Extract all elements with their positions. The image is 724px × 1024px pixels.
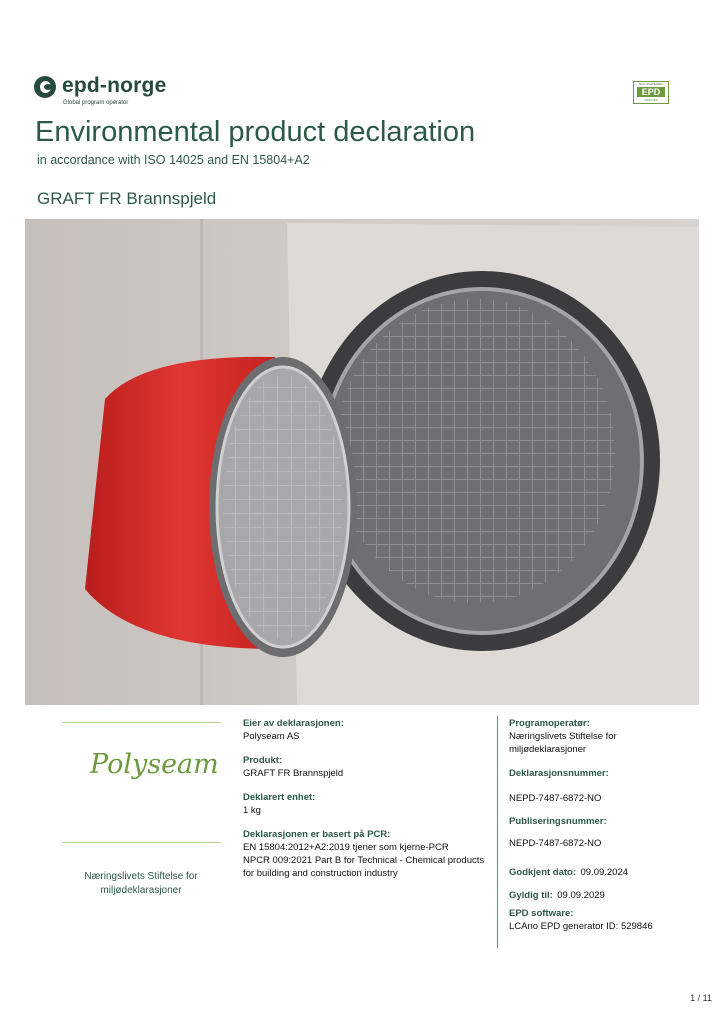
page-title: Environmental product declaration [35,116,476,148]
declared-unit-label: Deklarert enhet: [243,792,316,803]
divider-top [62,722,221,723]
logo-text: epd-norge [62,74,167,97]
product-value: GRAFT FR Brannspjeld [243,768,344,779]
product-photo [25,219,699,705]
program-operator-line-2: miljødeklarasjoner [509,744,587,755]
approved-date-value: 09.09.2024 [580,867,629,878]
divider-bottom [62,842,221,843]
column-divider [497,716,498,948]
badge-epd-text: EPD [637,87,665,97]
polyseam-logo: Polyseam [90,749,219,780]
declaration-number-label: Deklarasjonsnummer: [509,768,609,779]
publication-number-value: NEPD-7487-6872-NO [509,838,602,849]
pcr-label: Deklarasjonen er basert på PCR: [243,829,391,840]
pcr-line-1: EN 15804:2012+A2:2019 tjener som kjerne-PCR [243,842,449,853]
page-subtitle: in accordance with ISO 14025 and EN 15804+A2 [37,153,310,167]
epd-norge-mark-icon [34,76,56,98]
badge-top-text: ECO PLATFORM [639,82,663,86]
valid-until-label: Gyldig til: [509,890,553,901]
logo-subtitle: Global program operator [63,100,129,106]
pcr-line-2: NPCR 009:2021 Part B for Technical - Chemical products [243,855,485,866]
epd-software-value: LCAno EPD generator ID: 529846 [509,921,653,932]
product-label: Produkt: [243,755,283,766]
operator-footer-text: Næringslivets Stiftelse for miljødeklarasjoner [84,871,198,896]
program-operator-line-1: Næringslivets Stiftelse for [509,731,617,742]
badge-bottom-text: VERIFIED [644,98,658,102]
declaration-number-value: NEPD-7487-6872-NO [509,793,602,804]
valid-until-value: 09.09.2029 [557,890,605,901]
pcr-line-3: for building and construction industry [243,868,398,879]
owner-value: Polyseam AS [243,731,300,742]
publication-number-label: Publiseringsnummer: [509,816,607,827]
eco-platform-badge [633,81,669,104]
epd-software-label: EPD software: [509,908,574,919]
declared-unit-value: 1 kg [243,805,261,816]
page-number: 1 / 11 [690,993,712,1003]
approved-date [509,862,628,880]
valid-until [509,885,605,903]
program-operator-label: Programoperatør: [509,718,590,729]
owner-label: Eier av deklarasjonen: [243,718,344,729]
product-name: GRAFT FR Brannspjeld [37,189,217,208]
approved-date-label: Godkjent dato: [509,867,577,878]
